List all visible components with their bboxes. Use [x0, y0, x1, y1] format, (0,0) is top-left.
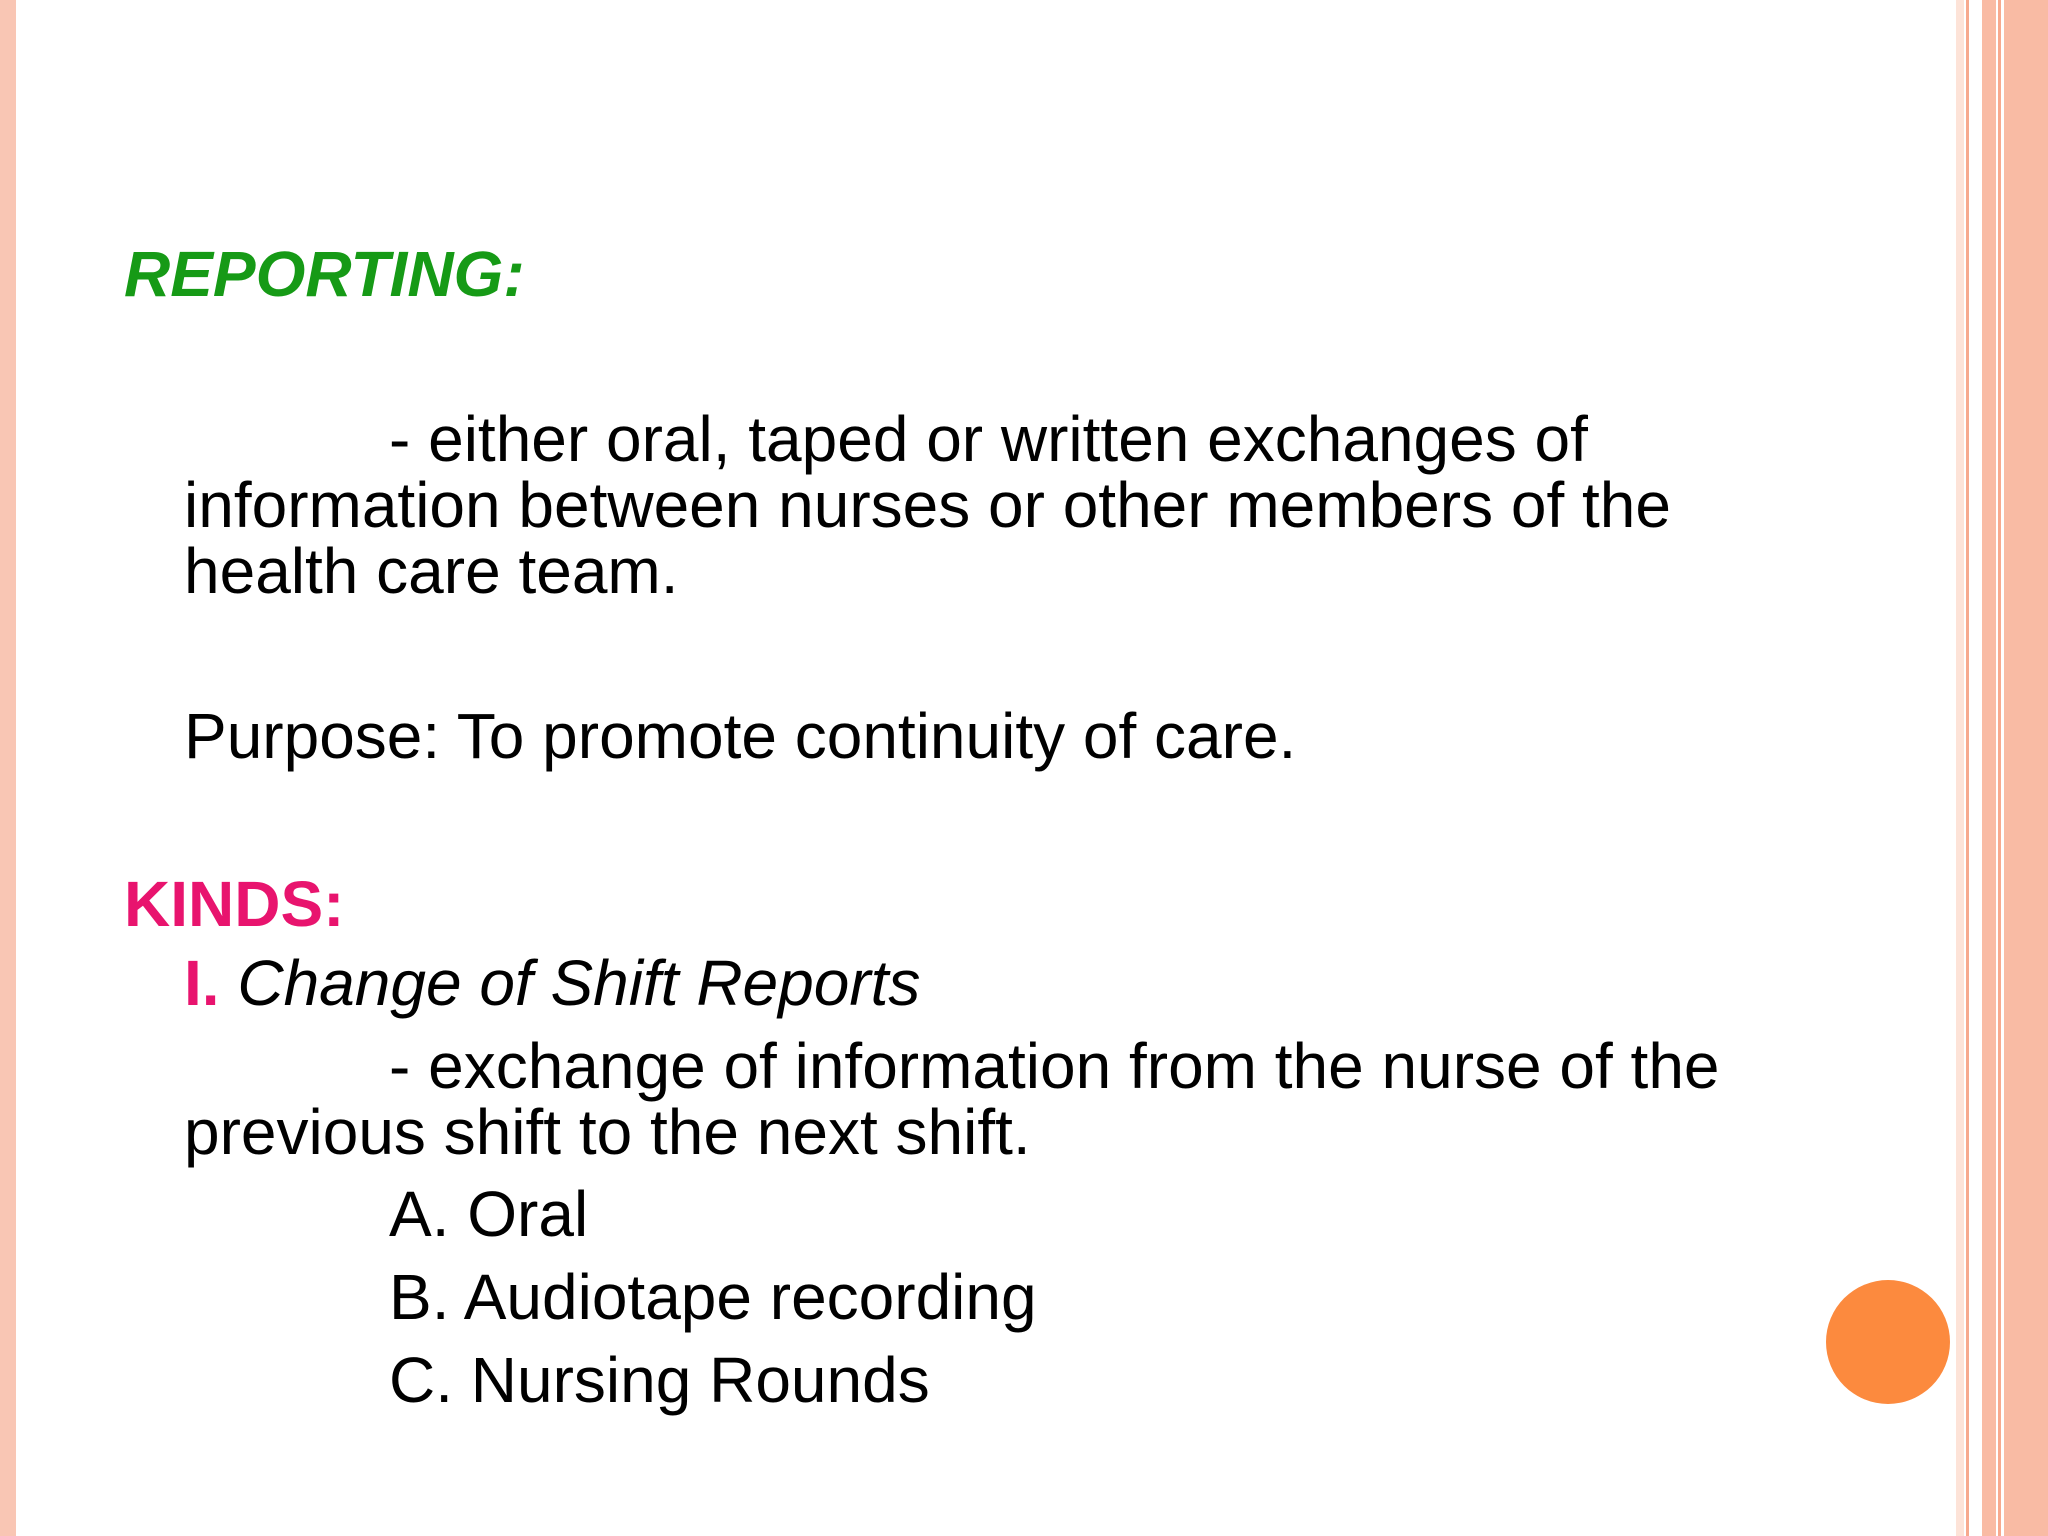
reporting-definition-line-1: - either oral, taped or written exchanges of: [389, 403, 1588, 475]
left-border-band: [0, 0, 16, 1536]
right-border-stripe-thin-2: [1998, 0, 2001, 1536]
subitem-audiotape-recording: B. Audiotape recording: [389, 1261, 1037, 1333]
kinds-item-row: [184, 947, 921, 1019]
right-border-stripe-light: [1956, 0, 1964, 1536]
subitem-nursing-rounds: C. Nursing Rounds: [389, 1344, 930, 1416]
kinds-heading: KINDS:: [124, 868, 345, 940]
kinds-item-title: Change of Shift Reports: [237, 947, 921, 1019]
right-border-stripe-wide: [2004, 0, 2048, 1536]
orange-circle-decoration: [1826, 1280, 1950, 1404]
right-border-stripe-mid: [1982, 0, 1996, 1536]
reporting-heading: REPORTING:: [124, 238, 525, 310]
purpose-line: Purpose: To promote continuity of care.: [184, 700, 1297, 772]
reporting-definition-line-3: health care team.: [184, 535, 679, 607]
kinds-item-definition-line-2: previous shift to the next shift.: [184, 1096, 1031, 1168]
reporting-definition-line-2: information between nurses or other members of the: [184, 469, 1671, 541]
kinds-item-numeral: I.: [184, 947, 220, 1019]
kinds-item-definition-line-1: - exchange of information from the nurse of the: [389, 1030, 1720, 1102]
right-border-stripe-thin: [1966, 0, 1969, 1536]
subitem-oral: A. Oral: [389, 1178, 589, 1250]
